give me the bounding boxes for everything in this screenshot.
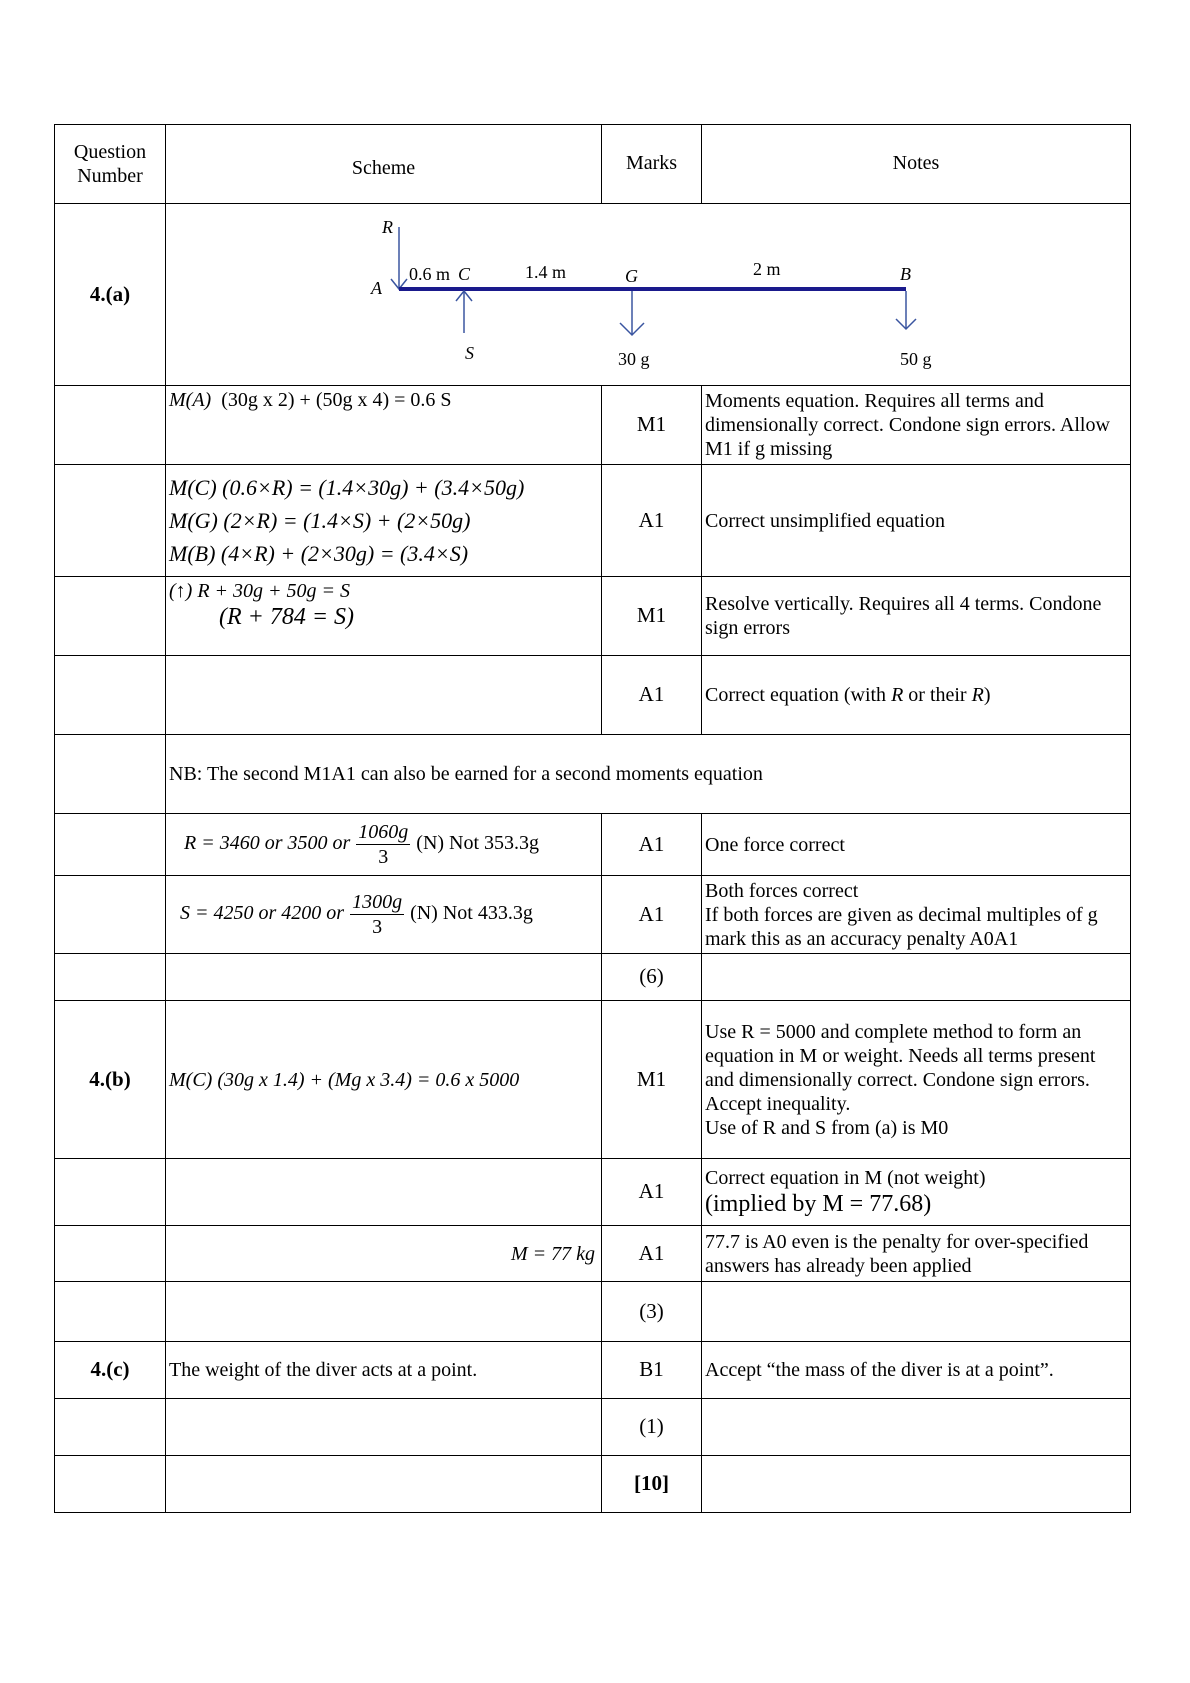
subtotal-c: (1) bbox=[602, 1399, 702, 1456]
mark-A1: A1 bbox=[602, 1226, 702, 1282]
beam-diagram-svg bbox=[166, 205, 1130, 385]
distance-CG: 1.4 m bbox=[525, 261, 567, 282]
scheme-S-value: S = 4250 or 4200 or $\frac{1300g}{3}$ (N) Not 433.3g bbox=[166, 876, 602, 954]
label-R: R bbox=[382, 216, 393, 237]
load-G-label: 30 g bbox=[618, 348, 650, 369]
table-row bbox=[55, 1001, 1131, 1159]
table-row bbox=[55, 876, 1131, 954]
note-overspecified: 77.7 is A0 even is the penalty for over-specified answers has already been applied bbox=[702, 1226, 1131, 1282]
table-row bbox=[55, 1456, 1131, 1513]
header-row bbox=[55, 125, 1131, 204]
table-row bbox=[55, 1226, 1131, 1282]
mark-M1: M1 bbox=[602, 1001, 702, 1159]
mark-A1: A1 bbox=[602, 814, 702, 876]
note-unsimplified: Correct unsimplified equation bbox=[702, 465, 1131, 577]
question-label-4a: 4.(a) bbox=[55, 204, 166, 386]
table-row bbox=[55, 954, 1131, 1001]
mark-A1: A1 bbox=[602, 1159, 702, 1226]
nb-note: NB: The second M1A1 can also be earned for a second moments equation bbox=[166, 735, 1131, 814]
label-C: C bbox=[458, 263, 471, 284]
mark-M1: M1 bbox=[602, 577, 702, 656]
load-B-label: 50 g bbox=[900, 348, 932, 369]
table-row bbox=[55, 1282, 1131, 1342]
mark-B1: B1 bbox=[602, 1342, 702, 1399]
note-correct-equation: Correct equation (with R or their R) bbox=[702, 656, 1131, 735]
note-both-forces: Both forces correct If both forces are given as decimal multiples of g mark this as an accuracy penalty A0A1 bbox=[702, 876, 1131, 954]
label-G: G bbox=[625, 265, 638, 286]
mark-A1: A1 bbox=[602, 656, 702, 735]
label-B: B bbox=[900, 263, 911, 284]
scheme-alternative-moments: M(C) (0.6×R) = (1.4×30g) + (3.4×50g) M(G) (2×R) = (1.4×S) + (2×50g) M(B) (4×R) + (2×30g) = (3.4×S) bbox=[166, 465, 602, 577]
question-label-4c: 4.(c) bbox=[55, 1342, 166, 1399]
scheme-R-value: R = 3460 or 3500 or $\frac{1060g}{3}$ (N) Not 353.3g bbox=[166, 814, 602, 876]
table-row bbox=[55, 656, 1131, 735]
scheme-weight-point: The weight of the diver acts at a point. bbox=[166, 1342, 602, 1399]
table-row bbox=[55, 465, 1131, 577]
distance-GB: 2 m bbox=[753, 258, 781, 279]
scheme-moment-C: M(C) (30g x 1.4) + (Mg x 3.4) = 0.6 x 5000 bbox=[166, 1001, 602, 1159]
header-question-number: Question Number bbox=[55, 125, 166, 204]
beam-diagram bbox=[166, 204, 1131, 386]
note-moments-equation: Moments equation. Requires all terms and dimensionally correct. Condone sign errors. Allow M1 if g missing bbox=[702, 386, 1131, 465]
table-row bbox=[55, 386, 1131, 465]
note-one-force: One force correct bbox=[702, 814, 1131, 876]
scheme-moment-A: M(A) (30g x 2) + (50g x 4) = 0.6 S bbox=[166, 386, 602, 465]
distance-AC: 0.6 m bbox=[409, 263, 451, 284]
header-scheme: Scheme bbox=[166, 125, 602, 204]
note-resolve-vertically: Resolve vertically. Requires all 4 terms. Condone sign errors bbox=[702, 577, 1131, 656]
table-row bbox=[55, 1399, 1131, 1456]
table-row bbox=[55, 577, 1131, 656]
grand-total: [10] bbox=[602, 1456, 702, 1513]
part-a-diagram-row bbox=[55, 204, 1131, 386]
table-row bbox=[55, 814, 1131, 876]
mark-A1: A1 bbox=[602, 465, 702, 577]
header-notes: Notes bbox=[702, 125, 1131, 204]
note-use-R-5000: Use R = 5000 and complete method to form an equation in M or weight. Needs all terms present and dimensionally correct. Condone sign errors. Accept inequality. Use of R and S from (a) is M0 bbox=[702, 1001, 1131, 1159]
table-row bbox=[55, 1159, 1131, 1226]
note-mass-point: Accept “the mass of the diver is at a point”. bbox=[702, 1342, 1131, 1399]
subtotal-b: (3) bbox=[602, 1282, 702, 1342]
mark-M1: M1 bbox=[602, 386, 702, 465]
mark-scheme-table bbox=[54, 124, 1131, 1513]
table-row bbox=[55, 1342, 1131, 1399]
subtotal-a: (6) bbox=[602, 954, 702, 1001]
question-label-4b: 4.(b) bbox=[55, 1001, 166, 1159]
table-row bbox=[55, 735, 1131, 814]
mark-A1: A1 bbox=[602, 876, 702, 954]
header-marks: Marks bbox=[602, 125, 702, 204]
label-S: S bbox=[465, 342, 474, 363]
label-A: A bbox=[371, 277, 382, 298]
answer-M: M = 77 kg bbox=[166, 1226, 602, 1282]
note-correct-equation-M: Correct equation in M (not weight) (implied by M = 77.68) bbox=[702, 1159, 1131, 1226]
scheme-resolve-vertically: (↑) R + 30g + 50g = S (R + 784 = S) bbox=[166, 577, 602, 656]
